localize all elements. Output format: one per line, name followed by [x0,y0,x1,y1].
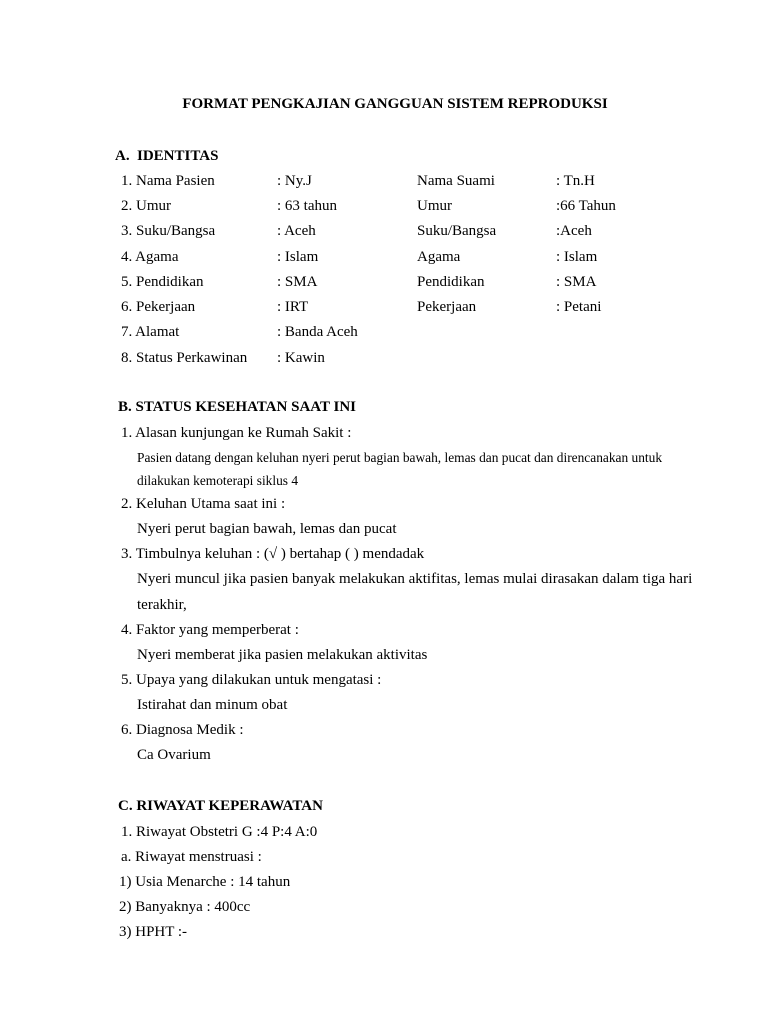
identity-value: : IRT [277,299,309,315]
question-label: 2. Keluhan Utama saat ini : [121,496,286,512]
identity-label: 4. Agama [121,249,179,265]
spouse-label: Suku/Bangsa [417,223,497,239]
identity-label: 2. Umur [121,198,171,214]
identity-value: : Aceh [277,223,316,239]
identity-label: 8. Status Perkawinan [121,350,248,366]
spouse-value: : Tn.H [556,173,595,189]
answer-text: Ca Ovarium [137,747,211,763]
identity-label: 6. Pekerjaan [121,299,196,315]
history-line: 1. Riwayat Obstetri G :4 P:4 A:0 [121,824,318,840]
answer-text: Nyeri memberat jika pasien melakukan aktivitas [137,647,428,663]
identity-value: : Kawin [277,350,325,366]
spouse-label: Agama [417,249,461,265]
question-label: 4. Faktor yang memperberat : [121,622,299,638]
question-label: 6. Diagnosa Medik : [121,722,244,738]
history-line: 1) Usia Menarche : 14 tahun [119,874,291,890]
identity-value: : Ny.J [277,173,312,189]
identity-label: 3. Suku/Bangsa [121,223,216,239]
answer-text: Pasien datang dengan keluhan nyeri perut bagian bawah, lemas dan pucat dan direncanakan untuk [137,450,663,465]
answer-text: Nyeri perut bagian bawah, lemas dan pucat [137,521,397,537]
identity-value: : 63 tahun [277,198,337,214]
answer-text: Istirahat dan minum obat [137,697,288,713]
spouse-value: : Islam [556,249,598,265]
history-line: 3) HPHT :- [119,924,188,940]
spouse-label: Nama Suami [417,173,495,189]
identity-value: : Banda Aceh [277,324,358,340]
document-title: FORMAT PENGKAJIAN GANGGUAN SISTEM REPRODUKSI [182,96,608,112]
identity-value: : SMA [277,274,318,290]
spouse-value: : SMA [556,274,597,290]
question-label: 5. Upaya yang dilakukan untuk mengatasi : [121,672,382,688]
answer-text: Nyeri muncul jika pasien banyak melakukan aktifitas, lemas mulai dirasakan dalam tiga hari [137,571,693,587]
identity-label: 5. Pendidikan [121,274,204,290]
identity-value: : Islam [277,249,319,265]
section-a-letter: A. [115,148,130,164]
spouse-value: : Petani [556,299,602,315]
history-line: 2) Banyaknya : 400cc [119,899,251,915]
spouse-value: :Aceh [556,223,592,239]
identity-label: 1. Nama Pasien [121,173,215,189]
identity-label: 7. Alamat [121,324,180,340]
spouse-label: Pekerjaan [417,299,477,315]
answer-text: terakhir, [137,597,187,613]
answer-text: dilakukan kemoterapi siklus 4 [137,473,299,488]
history-line: a. Riwayat menstruasi : [121,849,262,865]
spouse-value: :66 Tahun [556,198,616,214]
section-b-heading: B. STATUS KESEHATAN SAAT INI [118,399,356,415]
spouse-label: Umur [417,198,452,214]
section-c-heading: C. RIWAYAT KEPERAWATAN [118,798,323,814]
spouse-label: Pendidikan [417,274,485,290]
section-a-heading: IDENTITAS [137,148,219,164]
question-label: 1. Alasan kunjungan ke Rumah Sakit : [121,425,352,441]
question-label: 3. Timbulnya keluhan : (√ ) bertahap ( ) mendadak [121,546,425,562]
